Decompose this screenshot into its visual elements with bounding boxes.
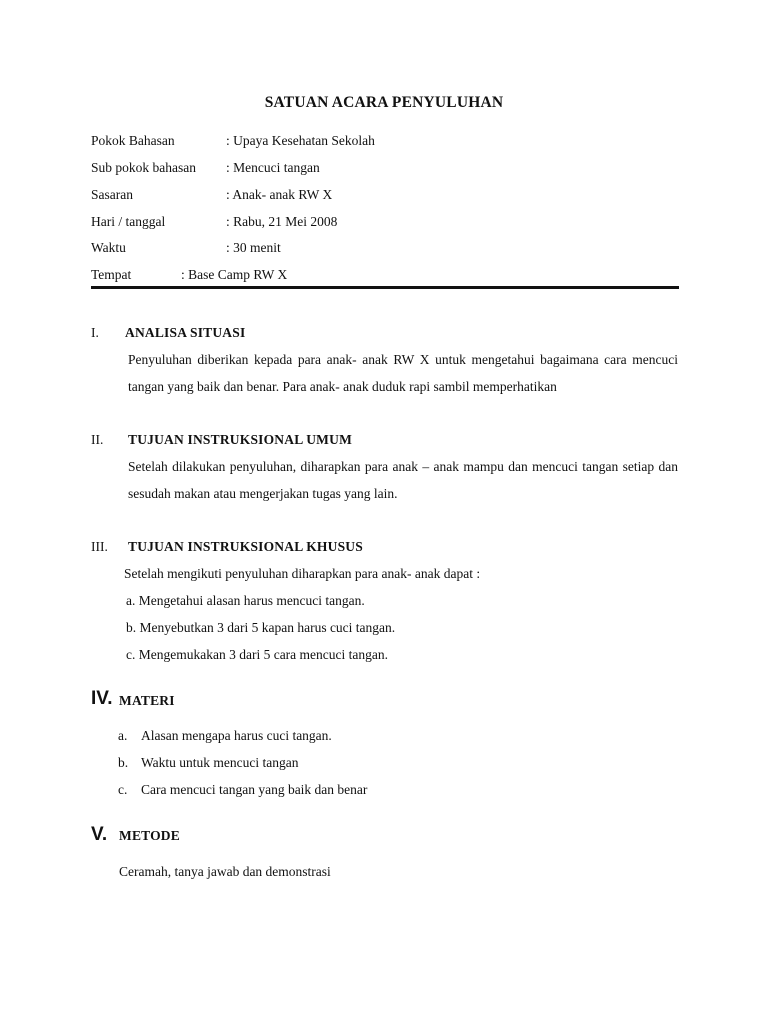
list-item: b. Menyebutkan 3 dari 5 kapan harus cuci tangan. [126, 620, 396, 635]
section-3-heading: TUJUAN INSTRUKSIONAL KHUSUS [128, 539, 363, 554]
section-2-number: II. [91, 432, 104, 447]
info-label-tempat: Tempat [91, 267, 132, 282]
list-item-letter: a. [118, 728, 128, 743]
section-5-number: V. [91, 824, 108, 845]
section-2-heading: TUJUAN INSTRUKSIONAL UMUM [128, 432, 353, 447]
header-divider [91, 286, 679, 289]
list-item-letter: c. [118, 782, 128, 797]
section-1-text: Penyuluhan diberikan kepada para anak- anak RW X untuk mengetahui bagaimana cara mencuci tangan yang baik dan benar. Para anak- anak duduk rapi sambil memperhatikan [128, 352, 678, 394]
info-label-pokok-bahasan: Pokok Bahasan [91, 133, 175, 148]
section-3-number: III. [91, 539, 108, 554]
list-item: a. Mengetahui alasan harus mencuci tangan. [126, 593, 365, 608]
info-value-pokok-bahasan: : Upaya Kesehatan Sekolah [226, 133, 375, 148]
list-item: Alasan mengapa harus cuci tangan. [141, 728, 332, 743]
info-label-sub-pokok-bahasan: Sub pokok bahasan [91, 160, 196, 175]
section-4-heading: MATERI [119, 693, 175, 708]
section-1-number: I. [91, 325, 99, 340]
list-item: Cara mencuci tangan yang baik dan benar [141, 782, 368, 797]
section-3-intro: Setelah mengikuti penyuluhan diharapkan para anak- anak dapat : [124, 566, 481, 581]
section-5-text: Ceramah, tanya jawab dan demonstrasi [119, 864, 331, 879]
section-2-text: Setelah dilakukan penyuluhan, diharapkan para anak – anak mampu dan mencuci tangan setiap dan sesudah makan atau mengerjakan tugas yang lain. [128, 459, 678, 501]
list-item: c. Mengemukakan 3 dari 5 cara mencuci tangan. [126, 647, 389, 662]
info-value-tempat: : Base Camp RW X [181, 267, 288, 282]
info-label-sasaran: Sasaran [91, 187, 133, 202]
list-item-letter: b. [118, 755, 129, 770]
info-label-hari-tanggal: Hari / tanggal [91, 214, 166, 229]
info-value-hari-tanggal: : Rabu, 21 Mei 2008 [226, 214, 338, 229]
info-value-sub-pokok-bahasan: : Mencuci tangan [226, 160, 320, 175]
list-item: Waktu untuk mencuci tangan [141, 755, 299, 770]
info-value-sasaran: : Anak- anak RW X [226, 187, 333, 202]
document-title: SATUAN ACARA PENYULUHAN [264, 94, 504, 111]
info-label-waktu: Waktu [91, 240, 126, 255]
section-1-heading: ANALISA SITUASI [125, 325, 246, 340]
info-value-waktu: : 30 menit [226, 240, 281, 255]
section-4-number: IV. [91, 688, 113, 709]
section-5-heading: METODE [119, 828, 180, 843]
